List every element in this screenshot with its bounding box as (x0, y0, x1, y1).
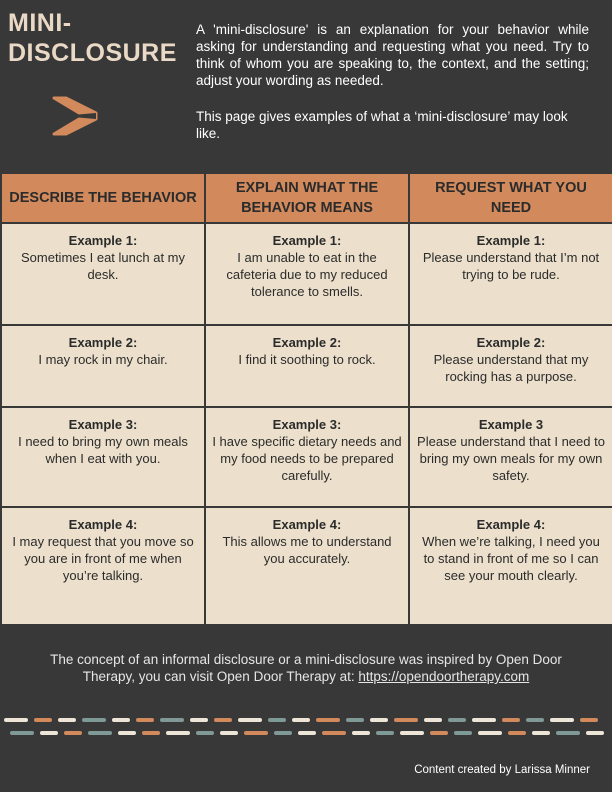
footer-text: The concept of an informal disclosure or a mini-disclosure was inspired by Open Door Therapy, you can visit Open Door Therapy at: (50, 652, 562, 684)
example-text: When we’re talking, I need you to stand in front of me so I can see your mouth clearly. (422, 534, 600, 583)
disclosure-table (0, 172, 612, 626)
header (0, 0, 612, 172)
chevron-arrow-icon (52, 96, 98, 136)
table-cell (409, 407, 612, 507)
example-label: Example 2: (272, 335, 342, 350)
example-label: Example 1: (272, 233, 342, 248)
intro-paragraph: A 'mini-disclosure' is an explanation for your behavior while asking for understanding and requesting what you need. Try to think of whom you are speaking to, the context, and the setting; adjust your wording as needed. (196, 22, 589, 88)
example-text: I have specific dietary needs and my food needs to be prepared carefully. (212, 434, 402, 483)
open-door-therapy-link[interactable]: https://opendoortherapy.com (358, 669, 530, 684)
table-cell (205, 507, 409, 625)
table-row (1, 407, 612, 507)
decorative-dashes (0, 716, 612, 740)
table-cell (205, 325, 409, 407)
example-text: I may rock in my chair. (38, 352, 168, 367)
intro-note: This page gives examples of what a ‘mini-disclosure’ may look like. (196, 109, 568, 141)
table-row (1, 507, 612, 625)
example-text: I may request that you move so you are in front of me when you’re talking. (12, 534, 194, 583)
example-text: Please understand that I’m not trying to be rude. (422, 250, 600, 282)
example-label: Example 4: (272, 517, 342, 532)
example-text: I am unable to eat in the cafeteria due to my reduced tolerance to smells. (226, 250, 388, 299)
example-text: Please understand that I need to bring my own meals for my own safety. (417, 434, 605, 483)
table-cell (1, 507, 205, 625)
footer-attribution (30, 651, 582, 685)
table-row (1, 223, 612, 325)
example-text: This allows me to understand you accurately. (222, 534, 392, 566)
title-line-2: DISCLOSURE (8, 39, 177, 67)
column-header-explain: EXPLAIN WHAT THE BEHAVIOR MEANS (205, 173, 409, 223)
table-cell (205, 223, 409, 325)
example-label: Example 2: (68, 335, 138, 350)
title-line-1: MINI- (8, 9, 72, 37)
example-text: Please understand that my rocking has a purpose. (433, 352, 589, 384)
column-header-describe: DESCRIBE THE BEHAVIOR (1, 173, 205, 223)
example-label: Example 2: (476, 335, 546, 350)
table-cell (1, 223, 205, 325)
content-credit: Content created by Larissa Minner (414, 764, 590, 776)
example-label: Example 1: (476, 233, 546, 248)
example-text: Sometimes I eat lunch at my desk. (20, 250, 185, 282)
table-cell (205, 407, 409, 507)
table-cell (1, 407, 205, 507)
table-header-row (1, 173, 612, 223)
example-label: Example 4: (476, 517, 546, 532)
example-text: I find it soothing to rock. (238, 352, 376, 367)
example-label: Example 3 (478, 417, 544, 432)
column-header-request: REQUEST WHAT YOU NEED (409, 173, 612, 223)
example-label: Example 4: (68, 517, 138, 532)
page-title (8, 8, 177, 68)
example-text: I need to bring my own meals when I eat with you. (18, 434, 188, 466)
example-label: Example 3: (272, 417, 342, 432)
table-cell (1, 325, 205, 407)
example-label: Example 1: (68, 233, 138, 248)
table-cell (409, 325, 612, 407)
table-cell (409, 507, 612, 625)
example-label: Example 3: (68, 417, 138, 432)
table-cell (409, 223, 612, 325)
table-row (1, 325, 612, 407)
